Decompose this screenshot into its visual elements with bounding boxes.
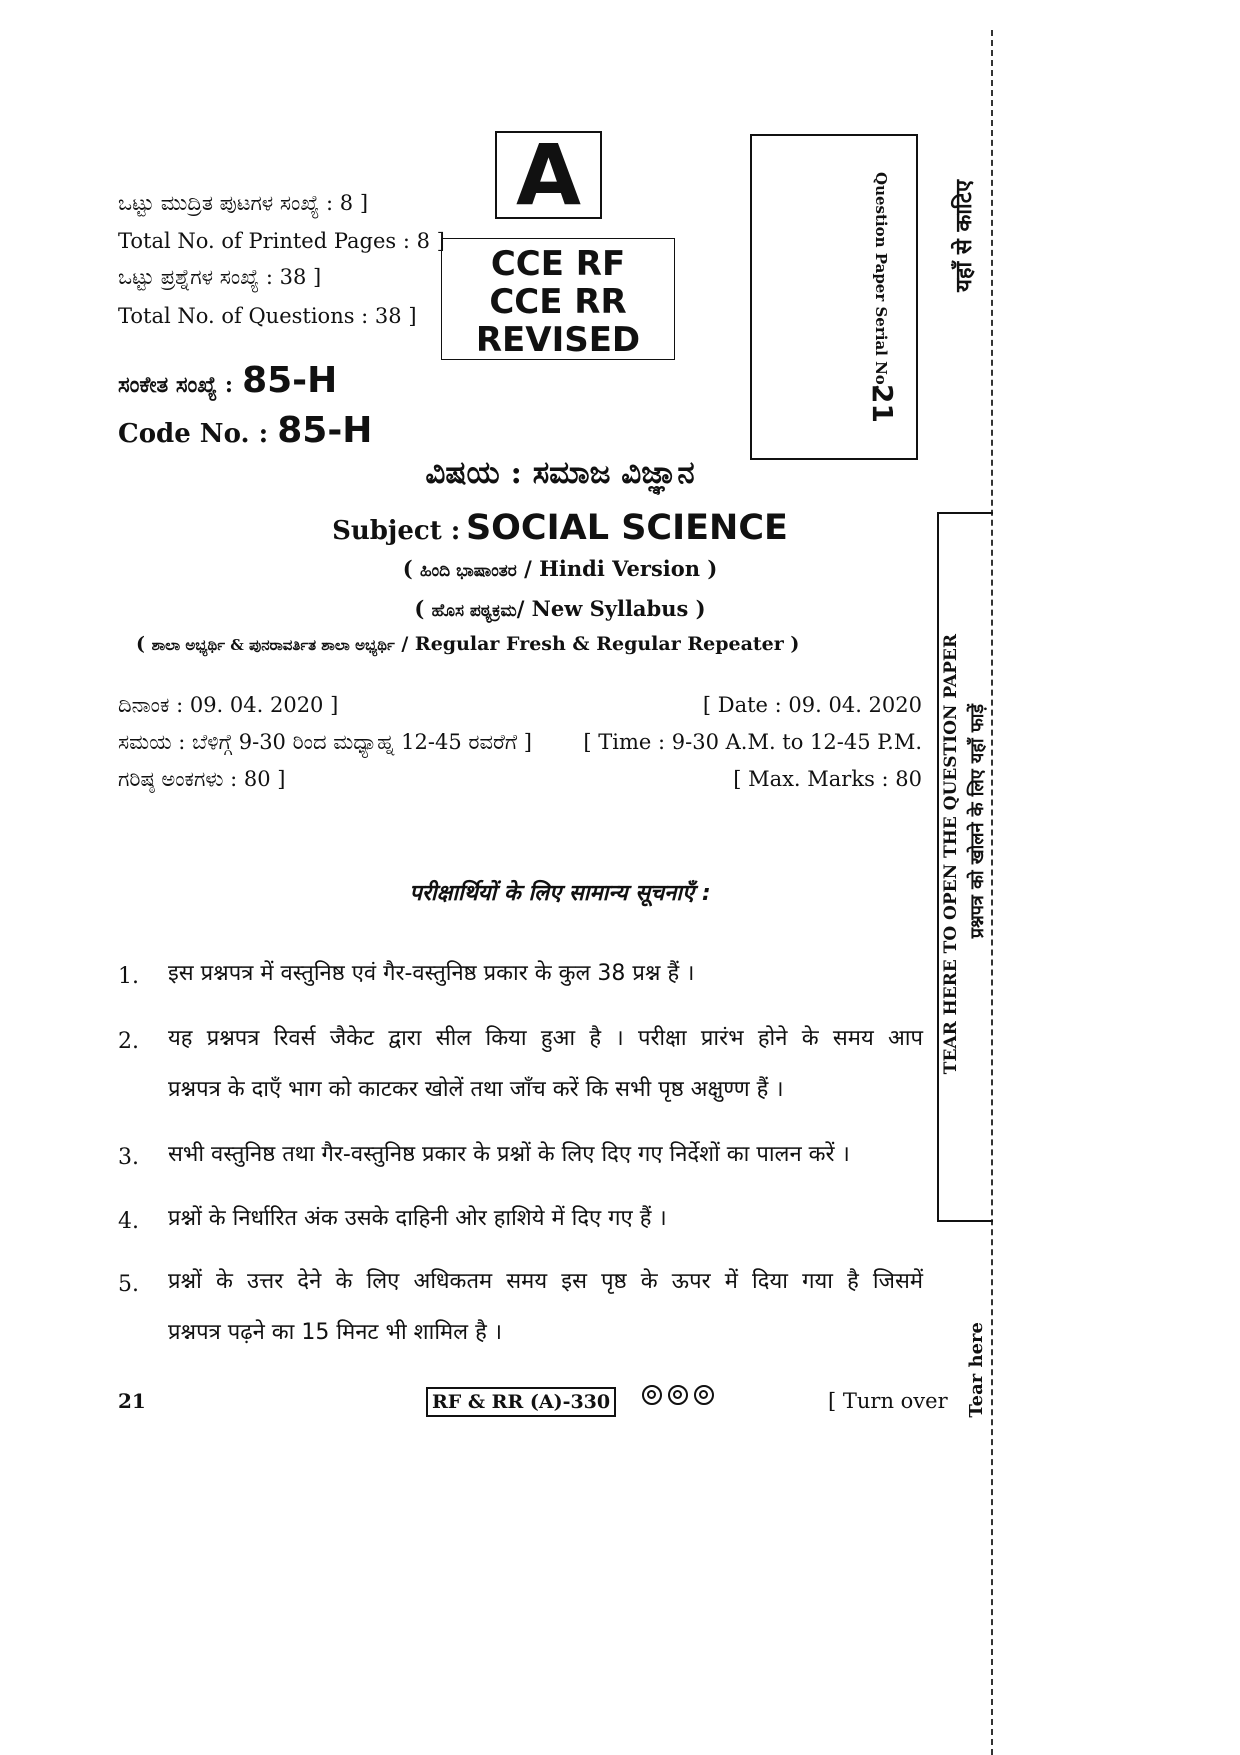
instruction-2-line-2: प्रश्नपत्र के दाएँ भाग को काटकर खोलें तथा जाँच करें कि सभी पृष्ठ अक्षुण्ण हैं । bbox=[168, 1077, 784, 1102]
kn-code-label: ಸಂಕೇತ ಸಂಖ್ಯೆ : bbox=[118, 372, 234, 398]
time: [ Time : 9-30 A.M. to 12-45 P.M. bbox=[583, 730, 922, 754]
instruction-5-num: 5. bbox=[118, 1272, 139, 1297]
printed-pages: Total No. of Printed Pages : 8 ] bbox=[118, 229, 445, 253]
subject-label: Subject : bbox=[332, 516, 461, 546]
cce-box bbox=[441, 238, 675, 360]
instruction-5-line-1: प्रश्नों के उत्तर देने के लिए अधिकतम समय इस पृष्ठ के ऊपर में दिया गया है जिसमें bbox=[168, 1269, 923, 1294]
date: [ Date : 09. 04. 2020 bbox=[702, 693, 922, 717]
candidates: / Regular Fresh & Regular Repeater bbox=[401, 633, 784, 655]
instruction-1-num: 1. bbox=[118, 964, 139, 989]
instruction-4-num: 4. bbox=[118, 1209, 139, 1234]
target-mark-icon bbox=[694, 1385, 714, 1405]
instruction-1-line-1: इस प्रश्नपत्र में वस्तुनिष्ठ एवं गैर-वस्तुनिष्ठ प्रकार के कुल 38 प्रश्न हैं । bbox=[168, 961, 695, 986]
kn-time: ಸಮಯ : ಬೆಳಿಗ್ಗೆ 9-30 ರಿಂದ ಮಧ್ಯಾಹ್ನ 12-45 ರವರೆಗೆ ] bbox=[118, 730, 532, 754]
subject-value: SOCIAL SCIENCE bbox=[465, 508, 788, 548]
cce-line-1: CCE RF bbox=[490, 244, 626, 284]
instructions-title: परीक्षार्थियों के लिए सामान्य सूचनाएँ : bbox=[409, 881, 711, 906]
registration-marks bbox=[642, 1385, 720, 1409]
target-mark-icon bbox=[668, 1385, 688, 1405]
instruction-5-line-2: प्रश्नपत्र पढ़ने का 15 मिनट भी शामिल है । bbox=[168, 1320, 503, 1345]
candidates-line: ( ಶಾಲಾ ಅಭ್ಯರ್ಥಿ & ಪುನರಾವರ್ತಿತ ಶಾಲಾ ಅಭ್ಯರ್ಥಿ / Regular Fresh & Regular Repeater ) bbox=[136, 633, 800, 655]
code-label: Code No. : bbox=[118, 419, 269, 449]
cce-line-3: REVISED bbox=[475, 320, 641, 360]
code-number bbox=[118, 410, 372, 451]
kn-subject: ವಿಷಯ : ಸಮಾಜ ವಿಜ್ಞಾನ bbox=[425, 455, 695, 491]
kn-printed-pages: ಒಟ್ಟು ಮುದ್ರಿತ ಪುಟಗಳ ಸಂಖ್ಯೆ : 8 ] bbox=[118, 191, 369, 215]
version: / Hindi Version bbox=[524, 556, 701, 581]
kn-code-number bbox=[118, 360, 337, 401]
kn-date: ದಿನಾಂಕ : 09. 04. 2020 ] bbox=[118, 693, 339, 717]
page-serial: 21 bbox=[118, 1389, 146, 1413]
serial-value: 21 bbox=[866, 384, 899, 423]
set-letter-box bbox=[495, 126, 602, 224]
paper-code: RF & RR (A)-330 bbox=[426, 1387, 616, 1417]
instruction-2-num: 2. bbox=[118, 1029, 139, 1054]
tear-here-label: Tear here bbox=[966, 1322, 987, 1418]
cut-here-label: यहाँ से काटिए bbox=[952, 180, 977, 292]
kn-max-marks: ಗರಿಷ್ಠ ಅಂಕಗಳು : 80 ] bbox=[118, 767, 286, 791]
kn-code-value: 85-H bbox=[242, 360, 338, 401]
instruction-3-line-1: सभी वस्तुनिष्ठ तथा गैर-वस्तुनिष्ठ प्रकार के प्रश्नों के लिए दिए गए निर्देशों का पालन करें । bbox=[168, 1142, 850, 1167]
instruction-4-line-1: प्रश्नों के निर्धारित अंक उसके दाहिनी ओर हाशिये में दिए गए हैं । bbox=[168, 1206, 667, 1231]
set-letter: A bbox=[515, 126, 581, 224]
target-mark-icon bbox=[642, 1385, 662, 1405]
serial-label: Question Paper Serial No. bbox=[872, 172, 890, 390]
kn-version: ಹಿಂದಿ ಭಾಷಾಂತರ bbox=[419, 561, 517, 581]
syllabus-line: ( ಹೊಸ ಪಠ್ಯಕ್ರಮ/ New Syllabus ) bbox=[414, 596, 706, 621]
instruction-2-line-1: यह प्रश्नपत्र रिवर्स जैकेट द्वारा सील किया हुआ है । परीक्षा प्रारंभ होने के समय आप bbox=[168, 1026, 923, 1051]
tear-instruction-hi: प्रश्नपत्र को खोलने के लिए यहाँ फाड़ें bbox=[967, 704, 988, 939]
questions-count: Total No. of Questions : 38 ] bbox=[118, 304, 417, 328]
kn-candidates: ಶಾಲಾ ಅಭ್ಯರ್ಥಿ & ಪುನರಾವರ್ತಿತ ಶಾಲಾ ಅಭ್ಯರ್ಥಿ bbox=[151, 636, 395, 654]
turn-over: [ Turn over bbox=[828, 1389, 948, 1413]
cce-line-2: CCE RR bbox=[489, 282, 627, 322]
serial-box bbox=[750, 134, 918, 460]
instruction-3-num: 3. bbox=[118, 1145, 139, 1170]
code-value: 85-H bbox=[277, 410, 373, 451]
subject-line bbox=[250, 508, 870, 548]
max-marks: [ Max. Marks : 80 bbox=[733, 767, 922, 791]
tear-instruction-box bbox=[937, 512, 993, 1222]
version-line: ( ಹಿಂದಿ ಭಾಷಾಂತರ / Hindi Version ) bbox=[402, 556, 718, 581]
kn-syllabus: ಹೊಸ ಪಠ್ಯಕ್ರಮ bbox=[431, 601, 517, 621]
tear-instruction-en: TEAR HERE TO OPEN THE QUESTION PAPER bbox=[941, 634, 961, 1075]
syllabus: / New Syllabus bbox=[516, 596, 689, 621]
kn-questions-count: ಒಟ್ಟು ಪ್ರಶ್ನೆಗಳ ಸಂಖ್ಯೆ : 38 ] bbox=[118, 265, 322, 289]
